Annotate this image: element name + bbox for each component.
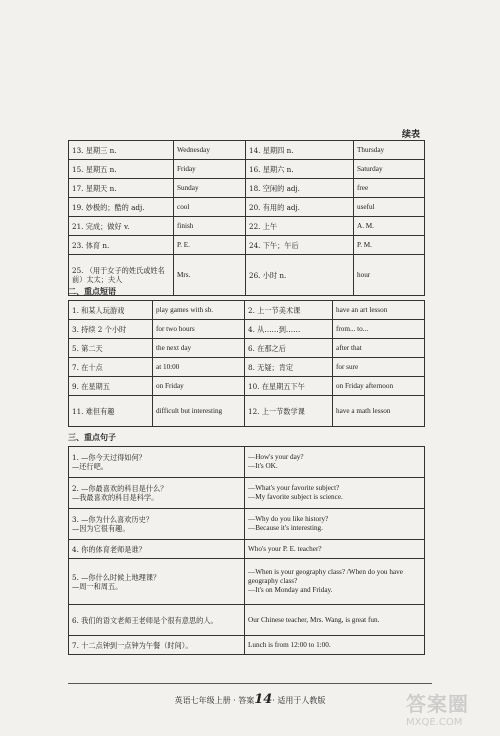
table-row [69, 396, 425, 427]
table-row [69, 217, 425, 236]
phrase-english-cell: for two hours [153, 320, 245, 339]
footer-book-title: 英语七年级上册 · 答案 [174, 696, 255, 705]
footer-page-number: 14 [254, 692, 273, 707]
phrase-chinese-cell: 12. 上一节数学课 [245, 396, 333, 427]
phrase-english-cell: on Friday [153, 377, 245, 396]
phrase-chinese-cell: 7. 在十点 [69, 358, 153, 377]
sentence-english-cell: —How's your day? —It's OK. [245, 447, 425, 478]
table-row [69, 605, 425, 636]
phrase-english-cell: for sure [333, 358, 425, 377]
vocab-chinese-cell: 19. 妙极的；酷的 adj. [69, 198, 174, 217]
sentence-english-cell: —Why do you like history? —Because it's interesting. [245, 509, 425, 540]
section-title-sentences: 三、重点句子 [68, 432, 116, 442]
section-title-phrases: 二、重点短语 [68, 286, 116, 296]
vocab-english-cell: free [354, 179, 425, 198]
vocab-chinese-cell: 26. 小时 n. [246, 255, 354, 296]
vocab-chinese-cell: 22. 上午 [246, 217, 354, 236]
vocab-english-cell: useful [354, 198, 425, 217]
vocab-english-cell: A. M. [354, 217, 425, 236]
table-row [69, 179, 425, 198]
vocab-english-cell: Saturday [354, 160, 425, 179]
phrase-chinese-cell: 4. 从……到…… [245, 320, 333, 339]
table-row [69, 447, 425, 478]
phrase-english-cell: after that [333, 339, 425, 358]
table-row [69, 339, 425, 358]
sentence-chinese-cell: 4. 你的体育老师是谁？ [69, 540, 245, 559]
vocab-english-cell: Sunday [174, 179, 246, 198]
phrase-english-cell: at 10:00 [153, 358, 245, 377]
table-row [69, 320, 425, 339]
phrase-chinese-cell: 6. 在那之后 [245, 339, 333, 358]
sentence-english-cell: —What's your favorite subject? —My favorite subject is science. [245, 478, 425, 509]
phrase-chinese-cell: 11. 难但有趣 [69, 396, 153, 427]
table-row [69, 377, 425, 396]
sentence-chinese-cell: 1. —你今天过得如何？ —还行吧。 [69, 447, 245, 478]
phrase-english-cell: have an art lesson [333, 301, 425, 320]
sentence-english-cell: Who's your P. E. teacher? [245, 540, 425, 559]
phrase-chinese-cell: 3. 持续 2 个小时 [69, 320, 153, 339]
phrase-english-cell: on Friday afternoon [333, 377, 425, 396]
continued-label: 续表 [401, 130, 420, 140]
table-row [69, 301, 425, 320]
phrase-english-cell: play games with sb. [153, 301, 245, 320]
phrase-english-cell: difficult but interesting [153, 396, 245, 427]
sentence-chinese-cell: 5. —你什么时候上地理课？ —周一和周五。 [69, 559, 245, 605]
table-row [69, 160, 425, 179]
table-row [69, 509, 425, 540]
vocab-chinese-cell: 21. 完成；做好 v. [69, 217, 174, 236]
vocab-chinese-cell: 13. 星期三 n. [69, 141, 174, 160]
table-row [69, 540, 425, 559]
sentence-chinese-cell: 6. 我们的语文老师王老师是个很有意思的人。 [69, 605, 245, 636]
vocab-chinese-cell: 18. 空闲的 adj. [246, 179, 354, 198]
watermark-logo [406, 688, 496, 732]
phrases-table [68, 300, 425, 427]
page-footer [68, 683, 432, 707]
vocab-english-cell: P. M. [354, 236, 425, 255]
table-row [69, 636, 425, 655]
vocab-chinese-cell: 17. 星期天 n. [69, 179, 174, 198]
vocab-chinese-cell: 23. 体育 n. [69, 236, 174, 255]
table-row [69, 198, 425, 217]
phrase-chinese-cell: 9. 在星期五 [69, 377, 153, 396]
table-row [69, 255, 425, 296]
vocab-english-cell: Thursday [354, 141, 425, 160]
phrase-chinese-cell: 8. 无疑；肯定 [245, 358, 333, 377]
table-row [69, 478, 425, 509]
table-row [69, 141, 425, 160]
vocab-chinese-cell: 25. （用于女子的姓氏或姓名前）太太；夫人 [69, 255, 174, 296]
vocab-english-cell: hour [354, 255, 425, 296]
sentence-chinese-cell: 7. 十二点钟到一点钟为午餐（时间）。 [69, 636, 245, 655]
sentence-english-cell: —When is your geography class? /When do you have geography class? —It's on Monday and Friday. [245, 559, 425, 605]
sentences-table [68, 446, 425, 655]
watermark-url: MXQE.COM [406, 717, 463, 728]
vocab-english-cell: Friday [174, 160, 246, 179]
phrase-chinese-cell: 10. 在星期五下午 [245, 377, 333, 396]
phrase-chinese-cell: 1. 和某人玩游戏 [69, 301, 153, 320]
sentence-english-cell: Our Chinese teacher, Mrs. Wang, is great fun. [245, 605, 425, 636]
vocab-chinese-cell: 15. 星期五 n. [69, 160, 174, 179]
sentence-chinese-cell: 3. —你为什么喜欢历史？ —因为它很有趣。 [69, 509, 245, 540]
vocab-english-cell: finish [174, 217, 246, 236]
vocab-english-cell: Mrs. [174, 255, 246, 296]
table-row [69, 236, 425, 255]
phrase-chinese-cell: 2. 上一节美术课 [245, 301, 333, 320]
table-row [69, 358, 425, 377]
phrase-english-cell: the next day [153, 339, 245, 358]
vocab-chinese-cell: 20. 有用的 adj. [246, 198, 354, 217]
vocab-chinese-cell: 24. 下午；午后 [246, 236, 354, 255]
table-row [69, 559, 425, 605]
vocab-english-cell: cool [174, 198, 246, 217]
footer-edition: · 适用于人教版 [272, 696, 326, 705]
sentence-english-cell: Lunch is from 12:00 to 1:00. [245, 636, 425, 655]
vocab-chinese-cell: 16. 星期六 n. [246, 160, 354, 179]
vocab-english-cell: Wednesday [174, 141, 246, 160]
watermark-text: 答案圈 [406, 692, 469, 716]
phrase-english-cell: have a math lesson [333, 396, 425, 427]
sentence-chinese-cell: 2. —你最喜欢的科目是什么？ —我最喜欢的科目是科学。 [69, 478, 245, 509]
vocab-chinese-cell: 14. 星期四 n. [246, 141, 354, 160]
phrase-chinese-cell: 5. 第二天 [69, 339, 153, 358]
vocabulary-table [68, 140, 425, 296]
vocab-english-cell: P. E. [174, 236, 246, 255]
phrase-english-cell: from... to... [333, 320, 425, 339]
